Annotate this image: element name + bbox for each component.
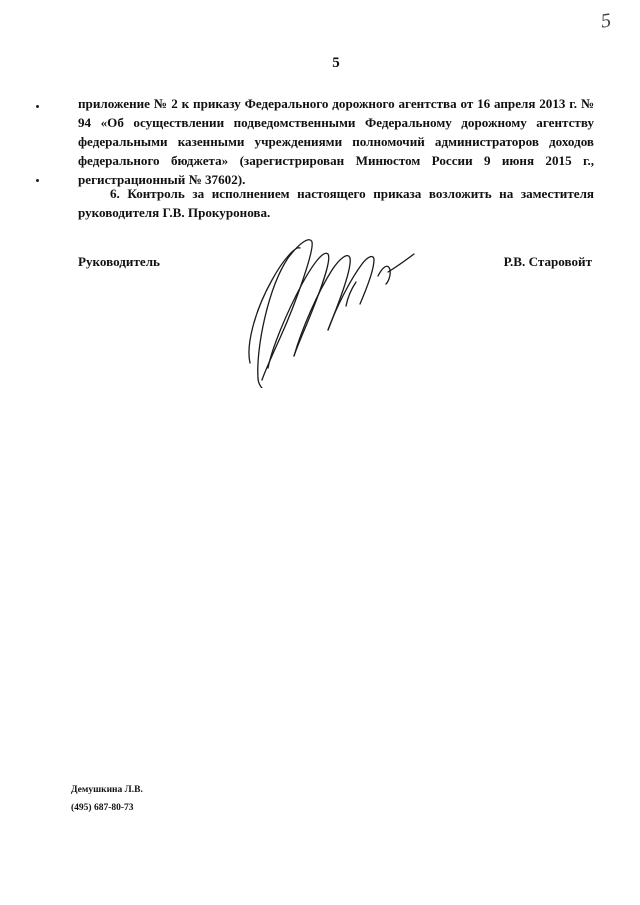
signatory-title: Руководитель: [78, 254, 160, 269]
signatory-name: Р.В. Старовойт: [503, 254, 592, 269]
paragraph-control-clause: 6. Контроль за исполнением настоящего приказа возложить на заместителя руководителя Г.В. Прокуронова.: [78, 186, 594, 220]
executor-phone: (495) 687-80-73: [71, 803, 134, 813]
handwritten-signature: [228, 228, 418, 388]
handwritten-page-mark: 5: [599, 9, 613, 33]
margin-dot: [36, 105, 39, 108]
executor-name: Демушкина Л.В.: [71, 785, 143, 795]
paragraph-appendix-reference: приложение № 2 к приказу Федерального дорожного агентства от 16 апреля 2013 г. № 94 «Об осуществлении подведомственными Федеральному дорожному агентству федеральными казенными учреждениями полномочий администраторов доходов федерального бюджета» (зарегистрирован Минюстом России 9 июня 2015 г., регистрационный № 37602).: [78, 96, 594, 187]
margin-dot: [36, 179, 39, 182]
page-number: 5: [332, 55, 340, 71]
